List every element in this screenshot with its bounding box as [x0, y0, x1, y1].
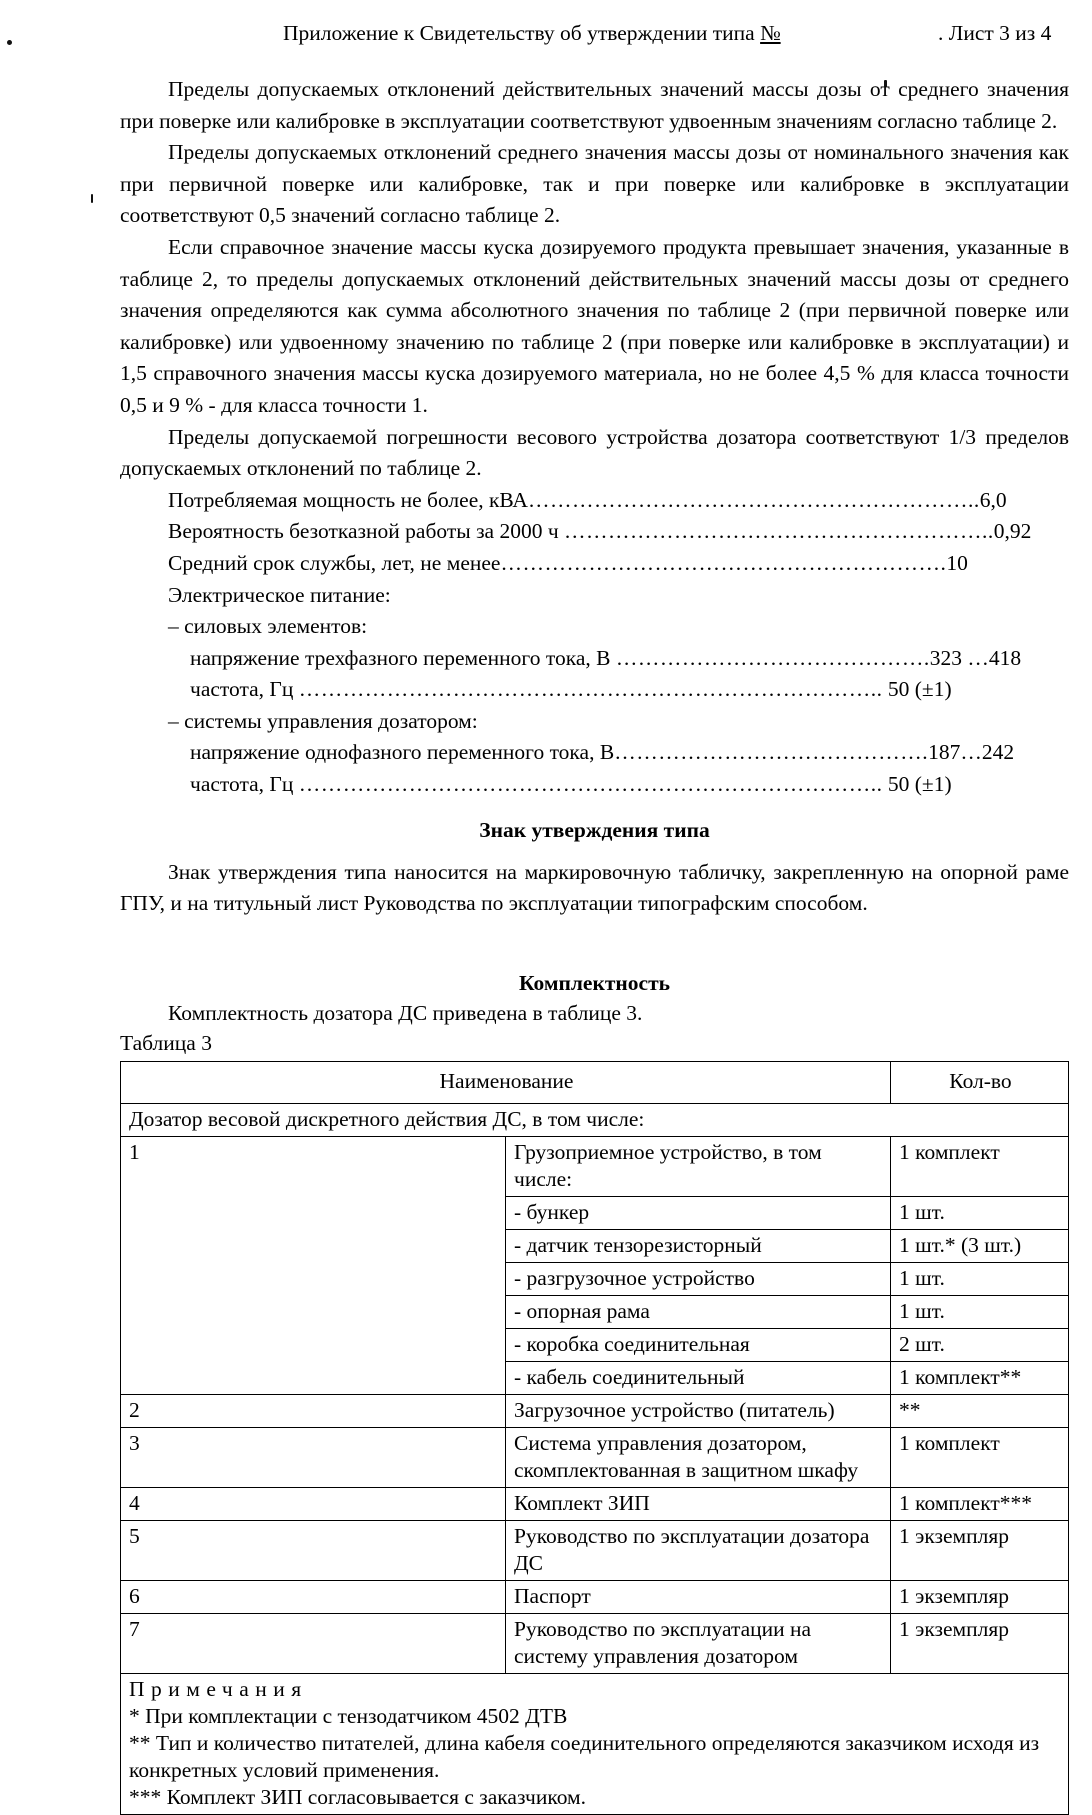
column-header-qty: Кол-во	[891, 1062, 1069, 1104]
spec-line	[120, 485, 1069, 517]
note-line: ** Тип и количество питателей, длина кабеля соединительного определяются заказчиком исходя из конкретных условий применения.	[129, 1731, 1040, 1783]
leader-dots: …………………………………………………..	[564, 519, 994, 544]
table-caption: Таблица 3	[120, 1031, 212, 1056]
scan-artifact-mark	[91, 194, 93, 203]
leader-dots: ……………………………………………………………………..	[298, 772, 883, 797]
spec-label: напряжение однофазного переменного тока, В	[190, 740, 615, 765]
table-row	[121, 1521, 1069, 1581]
spec-value: 50 (±1)	[882, 772, 952, 797]
spec-label: Электрическое питание:	[168, 582, 391, 607]
item-name: Паспорт	[506, 1581, 891, 1614]
group-title-cell: Дозатор весовой дискретного действия ДС, в том числе:	[121, 1104, 1069, 1137]
item-name: - бункер	[506, 1197, 891, 1230]
column-header-name: Наименование	[121, 1062, 891, 1104]
spec-value: 50 (±1)	[882, 677, 952, 702]
number-sign: №	[760, 21, 781, 45]
table-row	[121, 1581, 1069, 1614]
paragraph-4: Пределы допускаемой погрешности весового устройства дозатора соответствуют 1/3 пределов допускаемых отклонений по таблице 2.	[120, 424, 1069, 481]
spec-value: 10	[946, 550, 968, 575]
spec-label: частота, Гц	[190, 772, 299, 797]
specification-list	[120, 485, 1069, 801]
item-name: - кабель соединительный	[506, 1362, 891, 1395]
spec-value: 0,92	[993, 519, 1032, 544]
spec-value: 323 …418	[929, 645, 1022, 670]
item-name: - разгрузочное устройство	[506, 1263, 891, 1296]
item-qty: 1 экземпляр	[891, 1614, 1069, 1674]
leader-dots: ……………………………………………………………………..	[298, 677, 883, 702]
leader-dots: ……………………………………………………..	[527, 487, 980, 512]
row-index: 3	[121, 1428, 506, 1488]
spec-value: 187…242	[928, 740, 1015, 765]
note-line: *** Комплект ЗИП согласовывается с заказчиком.	[129, 1785, 587, 1810]
scan-artifact-dot	[7, 40, 12, 45]
header-title-text: Приложение к Свидетельству об утверждении типа	[283, 21, 761, 45]
spec-label: напряжение трехфазного переменного тока, В	[190, 645, 616, 670]
item-qty: 1 экземпляр	[891, 1521, 1069, 1581]
spec-line	[120, 706, 1069, 738]
type-mark-paragraph: Знак утверждения типа наносится на маркировочную табличку, закрепленную на опорной раме ГПУ, и на титульный лист Руководства по эксплуатации типографским способом.	[120, 859, 1069, 916]
row-index: 1	[121, 1137, 506, 1395]
document-body	[120, 74, 1069, 1815]
item-name: Загрузочное устройство (питатель)	[506, 1395, 891, 1428]
spec-line	[120, 737, 1069, 769]
item-name: Комплект ЗИП	[506, 1488, 891, 1521]
header-title-line	[283, 20, 781, 46]
item-qty: **	[891, 1395, 1069, 1428]
table-row	[121, 1428, 1069, 1488]
spec-line	[120, 674, 1069, 706]
spec-line	[120, 643, 1069, 675]
spec-label: Потребляемая мощность не более, кВА	[168, 487, 528, 512]
page-number-label: . Лист 3 из 4	[938, 21, 1052, 45]
leader-dots: …………………………………………………….	[500, 550, 947, 575]
item-qty: 1 комплект	[891, 1137, 1069, 1197]
row-index: 6	[121, 1581, 506, 1614]
row-index: 5	[121, 1521, 506, 1581]
spec-label: Средний срок службы, лет, не менее	[168, 550, 501, 575]
item-qty: 1 шт.* (3 шт.)	[891, 1230, 1069, 1263]
spec-label: – силовых элементов:	[168, 614, 368, 639]
table-row	[121, 1488, 1069, 1521]
leader-dots: …………………………………….	[614, 740, 929, 765]
completeness-intro: Комплектность дозатора ДС приведена в таблице 3.	[168, 1000, 643, 1025]
item-qty: 1 комплект**	[891, 1362, 1069, 1395]
section-heading-completeness: Комплектность	[518, 970, 671, 995]
paragraph-2: Пределы допускаемых отклонений среднего значения массы дозы от номинального значения как при первичной поверке или калибровке, так и при поверке или калибровке в эксплуатации соответствуют 0,5 значений согласно таблице 2.	[120, 140, 1069, 228]
table-row	[121, 1395, 1069, 1428]
item-name: - коробка соединительная	[506, 1329, 891, 1362]
item-name: Система управления дозатором, скомплектованная в защитном шкафу	[506, 1428, 891, 1488]
table-row-group-title	[121, 1104, 1069, 1137]
item-qty: 1 шт.	[891, 1263, 1069, 1296]
spec-line	[120, 516, 1069, 548]
note-line: * При комплектации с тензодатчиком 4502 ДТВ	[129, 1704, 568, 1729]
spec-label: Вероятность безотказной работы за 2000 ч	[168, 519, 565, 544]
spec-line	[120, 548, 1069, 580]
item-name: - датчик тензорезисторный	[506, 1230, 891, 1263]
table-row	[121, 1614, 1069, 1674]
paragraph-3: Если справочное значение массы куска дозируемого продукта превышает значения, указанные в таблице 2, то пределы допускаемых отклонений действительных значений массы дозы от среднего значения определяются как сумма абсолютного значения по таблице 2 (при первичной поверке или калибровке) или удвоенному значению по таблице 2 (при поверке или калибровке в эксплуатации) и 1,5 справочного значения массы куска дозируемого материала, но не более 4,5 % для класса точности 0,5 и 9 % - для класса точности 1.	[120, 234, 1069, 417]
table-row	[121, 1137, 1069, 1197]
section-heading-type-mark: Знак утверждения типа	[479, 817, 710, 842]
completeness-table	[120, 1061, 1069, 1815]
spec-label: – системы управления дозатором:	[168, 708, 478, 733]
notes-title: Примечания	[129, 1677, 308, 1702]
item-name: Грузоприемное устройство, в том числе:	[506, 1137, 891, 1197]
item-name: Руководство по эксплуатации дозатора ДС	[506, 1521, 891, 1581]
spec-line	[120, 580, 1069, 612]
item-name: Руководство по эксплуатации на систему управления дозатором	[506, 1614, 891, 1674]
item-qty: 2 шт.	[891, 1329, 1069, 1362]
row-index: 7	[121, 1614, 506, 1674]
spec-line	[120, 611, 1069, 643]
table-row-notes	[121, 1674, 1069, 1815]
item-qty: 1 экземпляр	[891, 1581, 1069, 1614]
item-qty: 1 шт.	[891, 1197, 1069, 1230]
notes-cell	[121, 1674, 1069, 1815]
paragraph-1: Пределы допускаемых отклонений действительных значений массы дозы от среднего значения при поверке или калибровке в эксплуатации соответствуют удвоенным значениям согласно таблице 2.	[120, 77, 1069, 133]
item-qty: 1 комплект***	[891, 1488, 1069, 1521]
table-header-row	[121, 1062, 1069, 1104]
spec-value: 6,0	[979, 487, 1007, 512]
row-index: 4	[121, 1488, 506, 1521]
spec-label: частота, Гц	[190, 677, 299, 702]
spec-line	[120, 769, 1069, 801]
item-qty: 1 комплект	[891, 1428, 1069, 1488]
leader-dots: …………………………………….	[615, 645, 930, 670]
item-qty: 1 шт.	[891, 1296, 1069, 1329]
row-index: 2	[121, 1395, 506, 1428]
item-name: - опорная рама	[506, 1296, 891, 1329]
